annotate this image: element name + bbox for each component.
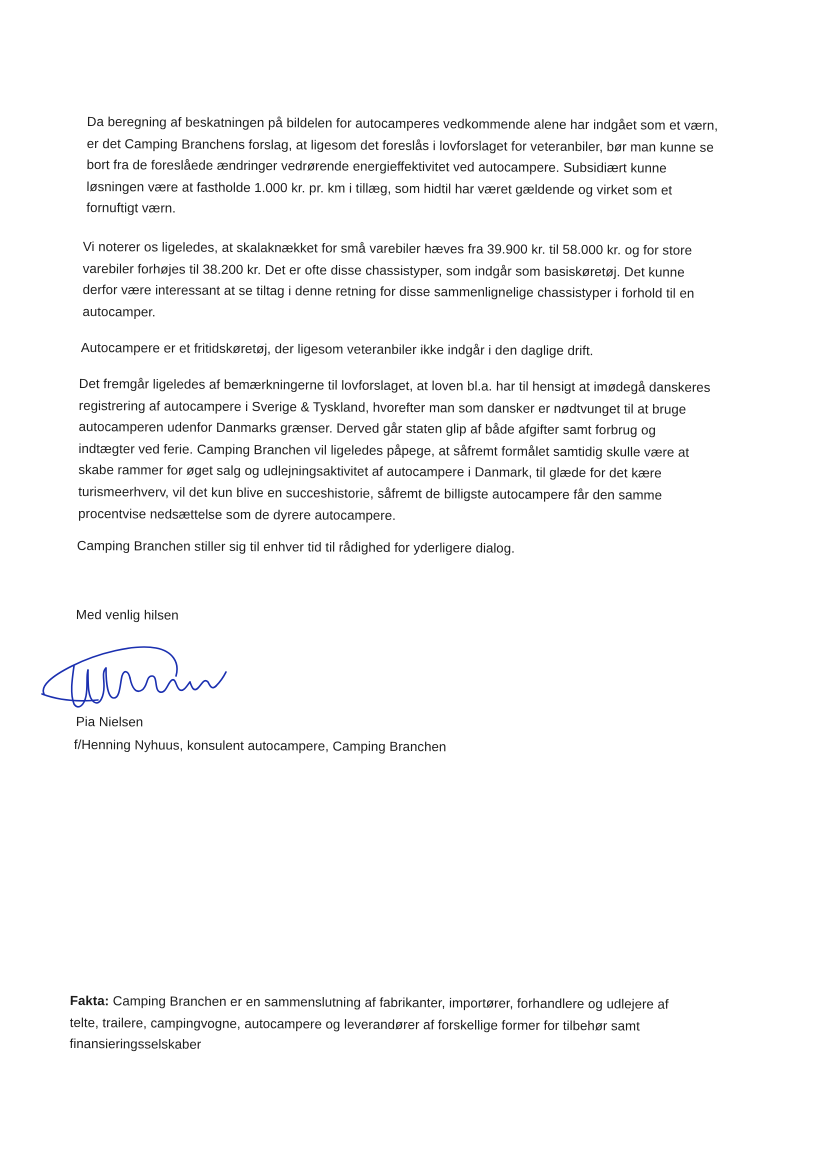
text-line: derfor være interessant at se tiltag i denne retning for disse sammenlignelige chassistyper i forhold til en xyxy=(82,282,695,301)
facts-box xyxy=(70,990,669,1058)
facts-label: Fakta: xyxy=(69,992,110,1009)
text-line: varebiler forhøjes til 38.200 kr. Det er ofte disse chassistyper, som indgår som basiskøretøj. Det kunne xyxy=(82,260,685,280)
facts-text: Camping Branchen er en sammenslutning af fabrikanter, importører, forhandlere og udlejere af xyxy=(112,993,669,1012)
text-line: Camping Branchen stiller sig til enhver tid til rådighed for yderligere dialog. xyxy=(76,537,515,556)
signer-title: f/Henning Nyhuus, konsulent autocampere, Camping Branchen xyxy=(73,736,447,755)
text-line: turismeerhverv, vil det kun blive en succeshistorie, såfremt de billigste autocampere får den samme xyxy=(78,483,663,503)
text-line: autocamperen udenfor Danmarks grænser. Derved går staten glip af både afgifter samt forbrug og xyxy=(78,419,656,438)
text-line: telte, trailere, campingvogne, autocampere og leverandører af forskellige former for tilbehør samt xyxy=(69,1014,640,1034)
text-line: fornuftigt værn. xyxy=(86,200,176,216)
text-line xyxy=(70,990,669,1015)
text-line: autocamper. xyxy=(82,303,156,320)
text-line: er det Camping Branchens forslag, at ligesom det foreslås i lovforslaget for veteranbiler, bør man kunne se xyxy=(86,135,714,155)
text-line: registrering af autocampere i Sverige & Tyskland, hvorefter man som dansker er nødtvunget til at bruge xyxy=(78,397,687,417)
text-line: løsningen være at fastholde 1.000 kr. pr. km i tillæg, som hidtil har været gældende og virket som et xyxy=(86,178,673,198)
paragraph-dialog-offer xyxy=(77,535,515,559)
paragraph-energy-efficiency xyxy=(86,111,718,223)
text-line: Da beregning af beskatningen på bildelen for autocamperes vedkommende alene har indgået som et værn, xyxy=(86,113,719,133)
text-line: finansieringsselskaber xyxy=(69,1036,202,1052)
text-line: Det fremgår ligeledes af bemærkningerne til lovforslaget, at loven bl.a. har til hensigt at imødegå danskeres xyxy=(78,375,711,395)
text-line: procentvise nedsættelse som de dyrere autocampere. xyxy=(78,505,396,523)
text-line: skabe rammer for øget salg og udlejningsaktivitet af autocampere i Danmark, til glæde for det kære xyxy=(78,462,662,481)
paragraph-registration-abroad xyxy=(78,373,710,528)
text-line: Autocampere er et fritidskøretøj, der ligesom veteranbiler ikke indgår i den daglige drift. xyxy=(80,339,594,359)
text-line: Vi noterer os ligeledes, at skalaknækket for små varebiler hæves fra 39.900 kr. til 58.000 kr. og for store xyxy=(82,238,693,258)
paragraph-van-thresholds xyxy=(82,236,694,326)
signer-name: Pia Nielsen xyxy=(75,713,144,730)
paragraph-leisure-vehicle xyxy=(81,337,594,362)
closing-salutation: Med venlig hilsen xyxy=(75,606,179,623)
text-line: bort fra de foreslåede ændringer vedrørende energieffektivitet ved autocampere. Subsidiært kunne xyxy=(86,157,667,176)
text-line: indtægter ved ferie. Camping Branchen vil ligeledes påpege, at såfremt formålet samtidig skulle være at xyxy=(78,440,690,460)
handwritten-signature xyxy=(38,636,238,718)
